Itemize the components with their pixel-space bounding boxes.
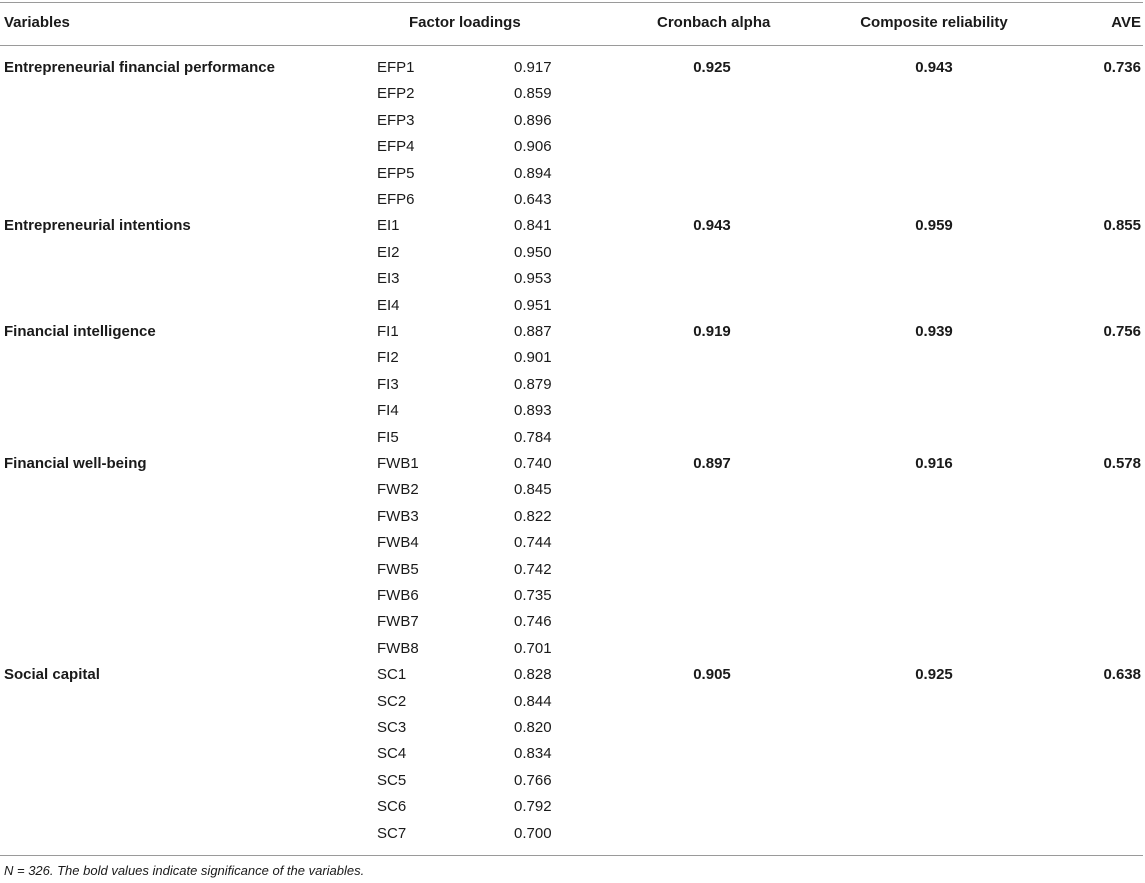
factor-loading-value: 0.896 (514, 111, 552, 129)
factor-loading-value: 0.766 (514, 771, 552, 789)
cronbach-alpha-value: 0.943 (693, 217, 731, 235)
factor-loading-value: 0.735 (514, 587, 552, 604)
factor-loading-value: 0.917 (514, 59, 552, 76)
item-code: EI2 (377, 243, 400, 261)
table-footnote: N = 326. The bold values indicate significance of the variables. (4, 863, 365, 878)
ave-value: 0.756 (1103, 323, 1141, 340)
item-code: SC6 (377, 798, 407, 816)
item-code: FI1 (377, 323, 399, 340)
cronbach-alpha-value: 0.905 (693, 666, 731, 684)
ave-value: 0.578 (1103, 455, 1141, 472)
factor-loading-value: 0.844 (514, 692, 552, 710)
item-code: SC4 (377, 745, 407, 763)
item-code: SC5 (377, 771, 407, 789)
factor-loading-value: 0.643 (514, 191, 552, 208)
composite-reliability-value: 0.925 (915, 666, 953, 684)
factor-loading-value: 0.887 (514, 323, 552, 340)
factor-loading-value: 0.894 (514, 164, 552, 182)
item-code: EFP1 (377, 59, 415, 76)
variable-name: Financial well-being (4, 455, 147, 472)
header-composite-reliability: Composite reliability (860, 14, 1008, 31)
cronbach-alpha-value: 0.897 (693, 455, 731, 472)
cronbach-alpha-value: 0.919 (693, 323, 731, 340)
item-code: FI2 (377, 349, 399, 367)
factor-loading-value: 0.893 (514, 402, 552, 420)
item-code: FWB2 (377, 481, 419, 499)
factor-loading-value: 0.841 (514, 217, 552, 235)
item-code: FI5 (377, 428, 399, 446)
variable-name: Entrepreneurial intentions (4, 217, 191, 235)
variable-name: Financial intelligence (4, 323, 156, 340)
item-code: FWB6 (377, 587, 419, 604)
item-code: EI4 (377, 296, 400, 314)
header-ave: AVE (1111, 14, 1141, 31)
factor-loading-value: 0.700 (514, 824, 552, 842)
composite-reliability-value: 0.959 (915, 217, 953, 235)
table-bottom-rule (0, 855, 1143, 856)
factor-loading-value: 0.828 (514, 666, 552, 684)
factor-loading-value: 0.879 (514, 375, 552, 393)
factor-loading-value: 0.784 (514, 428, 552, 446)
header-rule (0, 45, 1143, 46)
item-code: SC7 (377, 824, 407, 842)
item-code: SC2 (377, 692, 407, 710)
item-code: FWB7 (377, 613, 419, 631)
item-code: FWB1 (377, 455, 419, 472)
factor-loading-value: 0.845 (514, 481, 552, 499)
factor-loading-value: 0.822 (514, 507, 552, 525)
item-code: EFP4 (377, 138, 415, 156)
factor-loading-value: 0.906 (514, 138, 552, 156)
factor-loading-value: 0.950 (514, 243, 552, 261)
header-factor-loadings: Factor loadings (409, 14, 521, 31)
item-code: EFP3 (377, 111, 415, 129)
header-variables: Variables (4, 14, 70, 31)
item-code: FWB5 (377, 560, 419, 578)
item-code: EFP2 (377, 85, 415, 103)
item-code: SC3 (377, 719, 407, 736)
variable-name: Entrepreneurial financial performance (4, 59, 275, 76)
cronbach-alpha-value: 0.925 (693, 59, 731, 76)
factor-loading-value: 0.742 (514, 560, 552, 578)
factor-loading-value: 0.951 (514, 296, 552, 314)
item-code: FWB4 (377, 534, 419, 552)
factor-loading-value: 0.820 (514, 719, 552, 736)
factor-loading-value: 0.859 (514, 85, 552, 103)
factor-loading-value: 0.746 (514, 613, 552, 631)
header-cronbach-alpha: Cronbach alpha (657, 14, 771, 31)
factor-loading-value: 0.792 (514, 798, 552, 816)
item-code: FWB3 (377, 507, 419, 525)
composite-reliability-value: 0.916 (915, 455, 953, 472)
variable-name: Social capital (4, 666, 100, 684)
factor-loading-value: 0.953 (514, 270, 552, 288)
ave-value: 0.855 (1103, 217, 1141, 235)
item-code: FI3 (377, 375, 399, 393)
composite-reliability-value: 0.939 (915, 323, 953, 340)
table-top-rule (0, 2, 1143, 3)
factor-loading-value: 0.740 (514, 455, 552, 472)
ave-value: 0.736 (1103, 59, 1141, 76)
factor-loading-value: 0.744 (514, 534, 552, 552)
factor-loading-value: 0.834 (514, 745, 552, 763)
ave-value: 0.638 (1103, 666, 1141, 684)
factor-loading-value: 0.901 (514, 349, 552, 367)
item-code: FI4 (377, 402, 399, 420)
item-code: EI3 (377, 270, 400, 288)
item-code: EFP6 (377, 191, 415, 208)
item-code: EI1 (377, 217, 400, 235)
composite-reliability-value: 0.943 (915, 59, 953, 76)
item-code: FWB8 (377, 639, 419, 657)
factor-loading-value: 0.701 (514, 639, 552, 657)
item-code: EFP5 (377, 164, 415, 182)
item-code: SC1 (377, 666, 407, 684)
